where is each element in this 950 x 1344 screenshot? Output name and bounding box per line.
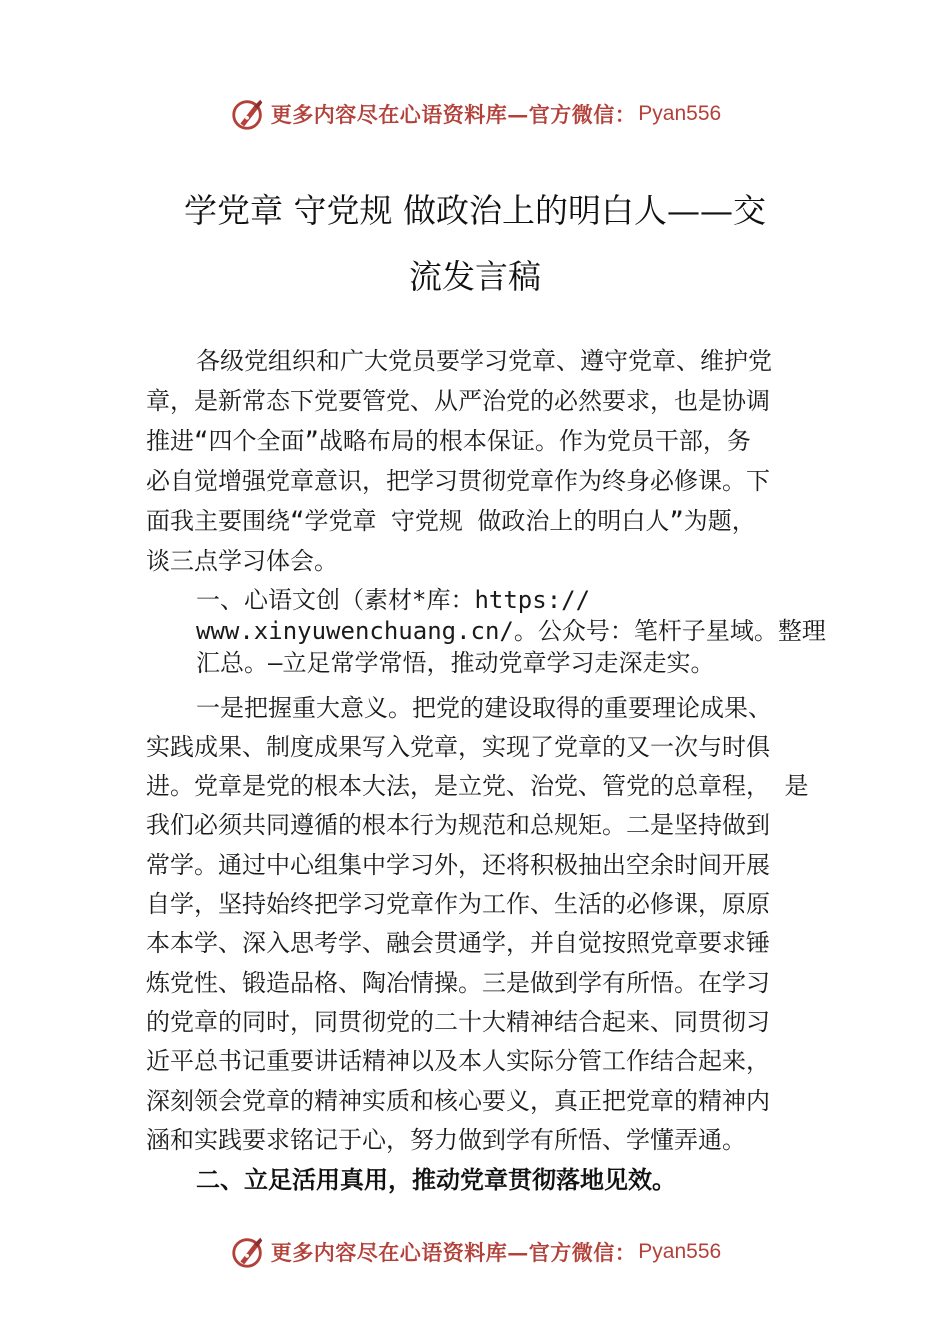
pen-nib-logo-icon [229,1233,267,1271]
intro-line: 必自觉增强党章意识，把学习贯彻党章作为终身必修课。下 [146,467,770,495]
section1-body-line: 涵和实践要求铭记于心，努力做到学有所悟、学懂弄通。 [146,1126,746,1154]
section1-body-line: 本本学、深入思考学、融会贯通学，并自觉按照党章要求锤 [146,929,770,957]
section1-body-line: 常学。通过中心组集中学习外，还将积极抽出空余时间开展 [146,851,770,879]
intro-line: 章，是新常态下党要管党、从严治党的必然要求，也是协调 [146,387,770,415]
section1-body-line: 实践成果、制度成果写入党章，实现了党章的又一次与时俱 [146,733,770,761]
section1-body-line: 一是把握重大意义。把党的建设取得的重要理论成果、 [196,694,772,722]
intro-line: 谈三点学习体会。 [146,547,338,575]
intro-line: 推进“四个全面”战略布局的根本保证。作为党员干部，务 [146,427,751,455]
watermark-text-en: Pyan556 [638,1240,722,1263]
document-title-line-1: 学党章 守党规 做政治上的明白人——交 [184,191,766,230]
section1-body-line: 自学，坚持始终把学习党章作为工作、生活的必修课，原原 [146,890,770,918]
section1-body-line: 我们必须共同遵循的根本行为规范和总规矩。二是坚持做到 [146,811,770,839]
section1-body-line: 炼党性、锻造品格、陶冶情操。三是做到学有所悟。在学习 [146,969,770,997]
watermark-banner-top [0,92,950,136]
section1-body-line: 的党章的同时，同贯彻党的二十大精神结合起来、同贯彻习 [146,1008,770,1036]
section1-heading-line: 汇总。—立足常学常悟，推动党章学习走深走实。 [196,649,715,677]
section1-body-line: 进。党章是党的根本大法，是立党、治党、管党的总章程， 是 [146,772,809,800]
watermark-banner-bottom [0,1230,950,1274]
intro-line: 面我主要围绕“学党章 守党规 做政治上的明白人”为题， [146,507,756,535]
intro-line: 各级党组织和广大党员要学习党章、遵守党章、维护党 [196,347,772,375]
section1-body-line: 近平总书记重要讲话精神以及本人实际分管工作结合起来， [146,1047,770,1075]
section2-heading: 二、立足活用真用，推动党章贯彻落地见效。 [196,1166,676,1194]
pen-nib-logo-icon [229,95,267,133]
section1-heading-line: 一、心语文创（素材*库：https:// [196,586,591,614]
document-title-line-2: 流发言稿 [409,257,541,296]
section1-body-line: 深刻领会党章的精神实质和核心要义，真正把党章的精神内 [146,1087,770,1115]
watermark-text-cn: 更多内容尽在心语资料库—官方微信： [270,1240,637,1265]
watermark-text-cn: 更多内容尽在心语资料库—官方微信： [270,102,637,127]
section1-heading-line: www.xinyuwenchuang.cn/。公众号：笔杆子星域。整理 [196,617,826,645]
watermark-text-en: Pyan556 [638,102,722,125]
